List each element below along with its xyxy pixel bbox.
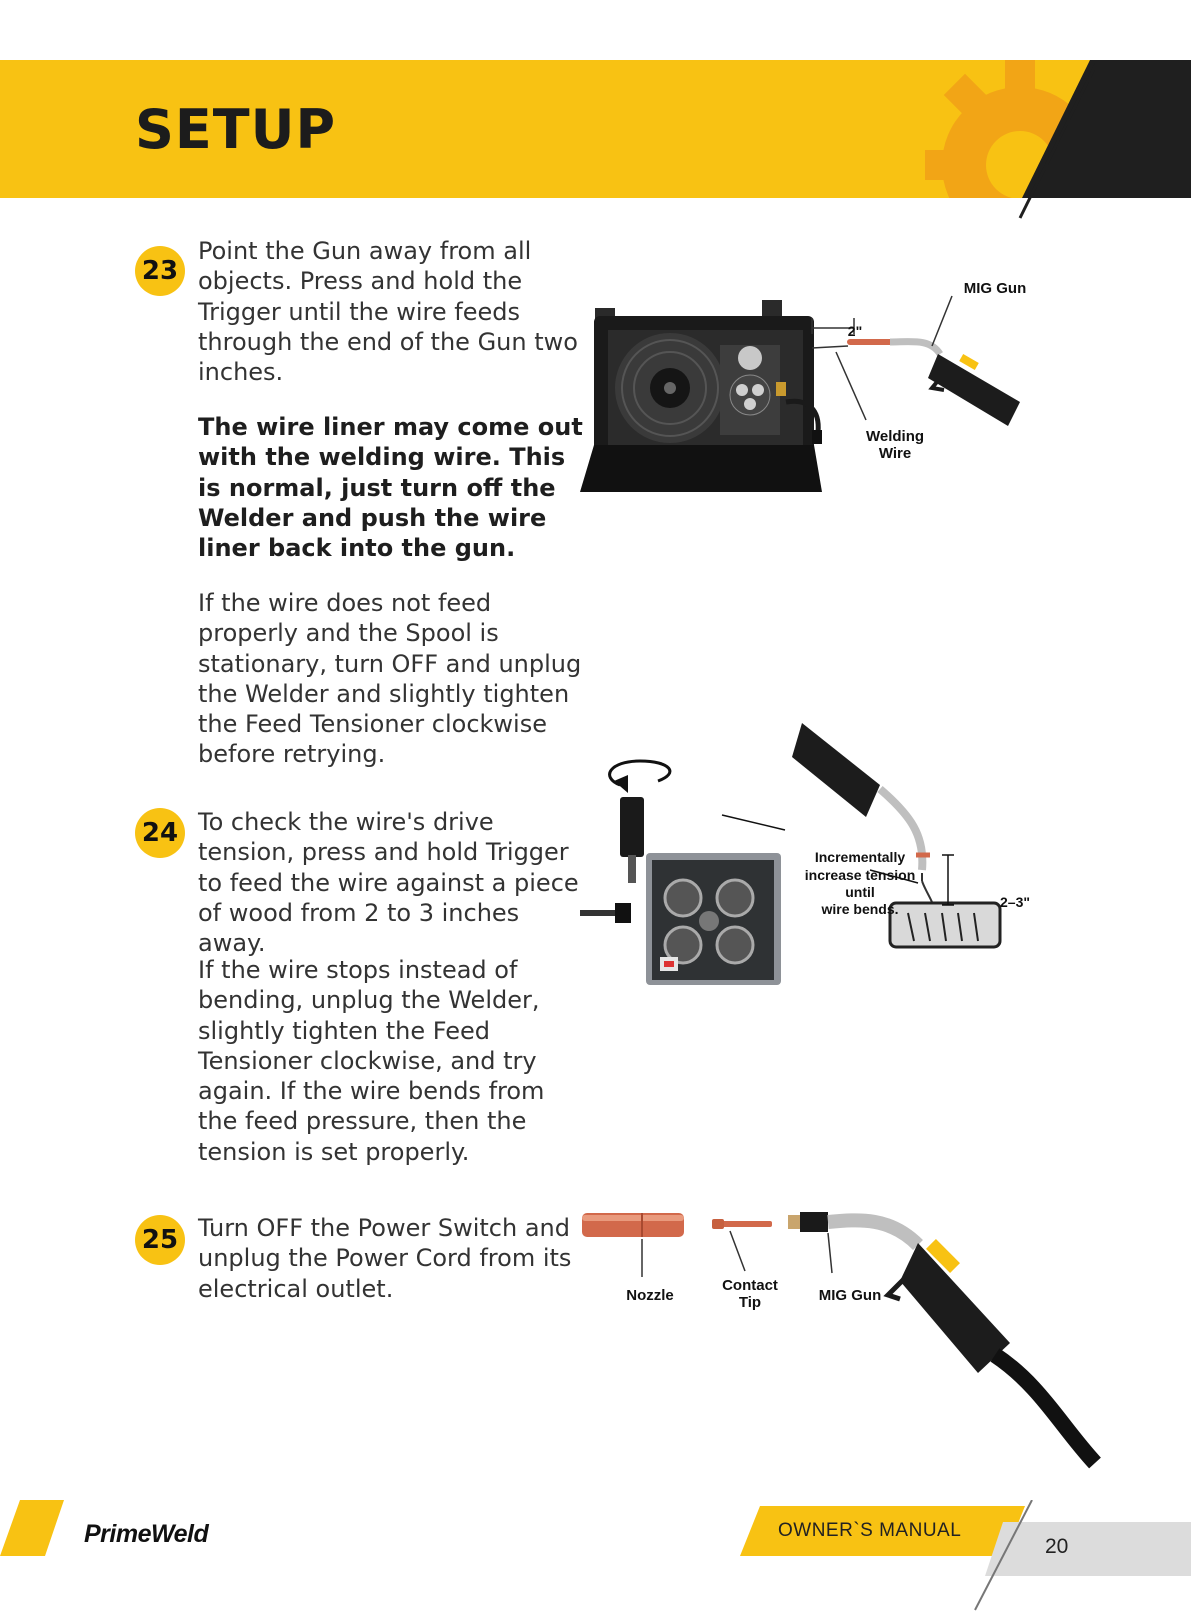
- mig-gun-label: MIG Gun: [963, 280, 1027, 297]
- distance-label: 2–3": [1000, 894, 1030, 910]
- nozzle-label: Nozzle: [626, 1287, 674, 1304]
- header-slash-line: [1015, 42, 1095, 222]
- nozzle-image: [582, 1213, 684, 1237]
- drive-roll-assembly-image: [580, 797, 781, 985]
- step-23-note: The wire liner may come out with the welding wire. This is normal, just turn off the Welder and push the wire liner back into the gun.: [198, 413, 583, 563]
- tension-note-line2: increase tension: [804, 867, 916, 883]
- contact-tip-image: [712, 1219, 772, 1229]
- step-number-badge: 25: [135, 1215, 185, 1265]
- tension-note-line1: Incrementally: [814, 849, 906, 865]
- step-number-badge: 23: [135, 246, 185, 296]
- step-24-instruction: To check the wire's drive tension, press and hold Trigger to feed the wire against a piece of wood from 2 to 3 inches away.: [198, 808, 579, 958]
- step-23-instruction: Point the Gun away from all objects. Press and hold the Trigger until the wire feeds through the end of the Gun two inches.: [198, 237, 578, 387]
- contact-tip-label-line2: Tip: [738, 1294, 762, 1311]
- step-24-troubleshoot: If the wire stops instead of bending, unplug the Welder, slightly tighten the Feed Tensioner clockwise, and try again. If the wire bends from the feed pressure, then the tension is set properly.: [198, 956, 545, 1166]
- gun-parts-illustration: [570, 1195, 1130, 1480]
- contact-tip-label-line1: Contact: [722, 1277, 778, 1294]
- welding-wire-label-line2: Wire: [878, 445, 912, 462]
- tension-note-line3: until: [845, 884, 875, 900]
- mig-gun-label: MIG Gun: [818, 1287, 882, 1304]
- step-23-troubleshoot: If the wire does not feed properly and the Spool is stationary, turn OFF and unplug the Welder and slightly tighten the Feed Tensioner clockwise before retrying.: [198, 589, 582, 769]
- step-number-badge: 24: [135, 808, 185, 858]
- welder-gun-illustration: [580, 270, 1080, 520]
- page-title: SETUP: [135, 98, 337, 161]
- welder-unit-image: [580, 300, 822, 492]
- mig-gun-image: [788, 1212, 1095, 1463]
- footer-decoration: [0, 1500, 1191, 1620]
- manual-label: OWNER`S MANUAL: [778, 1520, 962, 1541]
- welding-wire-label-line1: Welding: [865, 428, 925, 445]
- tension-note-line4: wire bends.: [821, 901, 899, 917]
- dimension-label: 2": [847, 323, 863, 339]
- rotate-arrow-icon: [610, 761, 670, 793]
- brand-logo: PrimeWeld: [84, 1520, 209, 1548]
- step-25-instruction: Turn OFF the Power Switch and unplug the Power Cord from its electrical outlet.: [198, 1214, 572, 1303]
- page-number: 20: [1045, 1535, 1069, 1558]
